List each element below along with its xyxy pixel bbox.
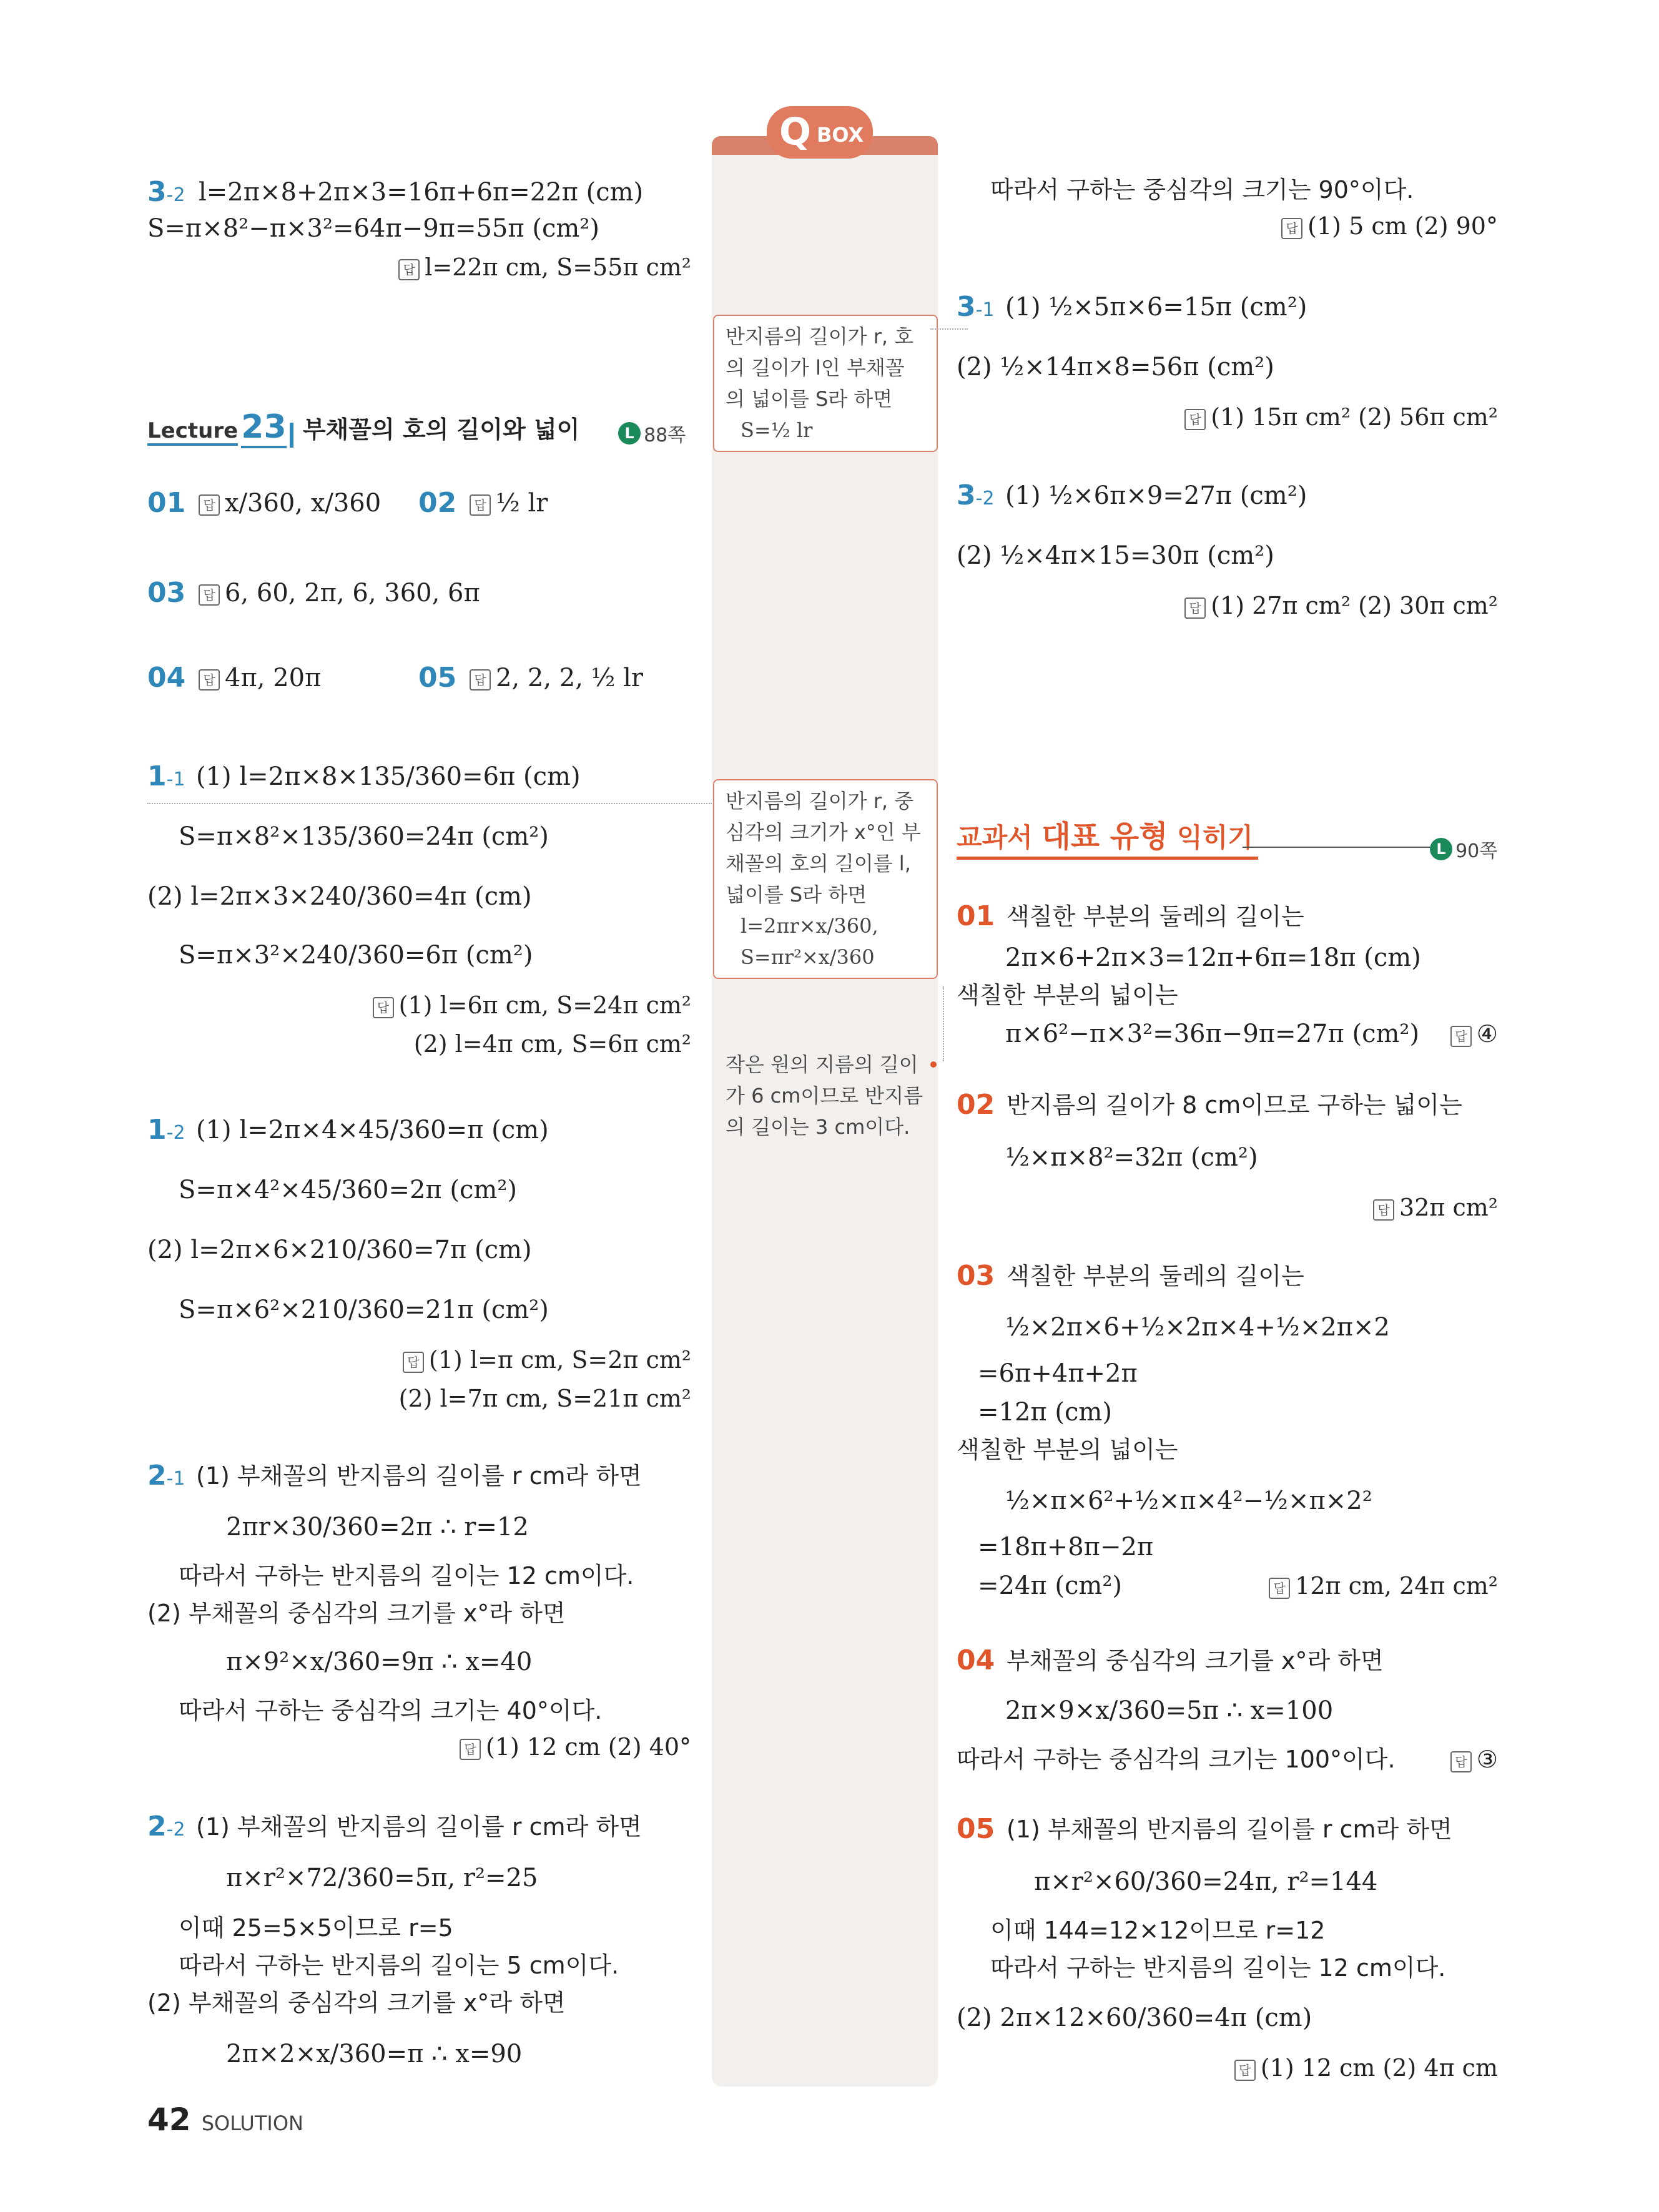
solution-line: 이때 144=12×12이므로 r=12 bbox=[990, 1917, 1326, 1944]
lecture-l-icon: L bbox=[618, 422, 641, 445]
answer-line: 답 12π cm, 24π cm² bbox=[1269, 1568, 1498, 1603]
solution-line: π×9²×x/360=9π ∴ x=40 bbox=[226, 1648, 533, 1676]
question-number-05: 05 bbox=[957, 1813, 995, 1845]
problem-number-2-1: 2-1 bbox=[147, 1460, 185, 1492]
solution-line: (2) l=2π×6×210/360=7π (cm) bbox=[147, 1236, 532, 1264]
answer-icon: 답 bbox=[470, 669, 491, 691]
solution-line: S=π×8²−π×3²=64π−9π=55π (cm²) bbox=[147, 214, 599, 243]
solution-line: (2) 2π×12×60/360=4π (cm) bbox=[957, 2003, 1312, 2032]
solution-line: 따라서 구하는 중심각의 크기는 100°이다. bbox=[957, 1746, 1396, 1773]
answer-line: 답 (1) l=π cm, S=2π cm² bbox=[403, 1342, 691, 1377]
section-title-b: 대표 유형 bbox=[1041, 819, 1168, 854]
solution-line: =18π+8π−2π bbox=[978, 1533, 1154, 1561]
answer-icon: 답 bbox=[1450, 1751, 1472, 1772]
lecture-word: Lecture bbox=[147, 418, 238, 446]
solution-line: (1) ½×5π×6=15π (cm²) bbox=[1005, 293, 1307, 322]
answer-icon: 답 bbox=[1184, 597, 1206, 619]
solution-line: 따라서 구하는 반지름의 길이는 12 cm이다. bbox=[990, 1954, 1446, 1982]
lecture-number: 23 bbox=[241, 408, 286, 448]
answer-icon: 답 bbox=[1184, 409, 1206, 430]
answer-line: 답 ½ lr bbox=[470, 486, 548, 521]
answer-icon: 답 bbox=[460, 1739, 481, 1760]
problem-number-3-2: 3-2 bbox=[957, 479, 995, 511]
question-number-02: 02 bbox=[418, 487, 457, 519]
solution-line: 따라서 구하는 중심각의 크기는 40°이다. bbox=[179, 1697, 603, 1724]
solution-line: S=π×4²×45/360=2π (cm²) bbox=[179, 1176, 517, 1204]
solution-line: (1) 부채꼴의 반지름의 길이를 r cm라 하면 bbox=[196, 1462, 642, 1490]
solution-line: l=2π×8+2π×3=16π+6π=22π (cm) bbox=[199, 178, 644, 207]
solution-line: 반지름의 길이가 8 cm이므로 구하는 넓이는 bbox=[1007, 1091, 1462, 1119]
answer-line: 답 2, 2, 2, ½ lr bbox=[470, 661, 643, 696]
answer-line: 답 l=22π cm, S=55π cm² bbox=[398, 250, 691, 285]
solution-line: (1) 부채꼴의 반지름의 길이를 r cm라 하면 bbox=[196, 1813, 642, 1841]
solution-line: (2) 부채꼴의 중심각의 크기를 x°라 하면 bbox=[147, 1600, 566, 1627]
answer-line: 답 x/360, x/360 bbox=[199, 486, 381, 521]
solution-line: 색칠한 부분의 넓이는 bbox=[957, 1436, 1178, 1463]
question-number-04: 04 bbox=[147, 662, 186, 694]
answer-line: 답 (1) 12 cm (2) 40° bbox=[460, 1729, 691, 1764]
solution-line: (2) 부채꼴의 중심각의 크기를 x°라 하면 bbox=[147, 1989, 566, 2017]
page-number: 42 bbox=[147, 2101, 191, 2138]
question-number-05: 05 bbox=[418, 662, 457, 694]
dotted-leader bbox=[930, 328, 968, 330]
solution-line: π×r²×60/360=24π, r²=144 bbox=[1034, 1867, 1378, 1896]
answer-line: 답 6, 60, 2π, 6, 360, 6π bbox=[199, 576, 480, 611]
qbox-badge bbox=[767, 106, 873, 159]
solution-line: π×6²−π×3²=36π−9π=27π (cm²) bbox=[1005, 1020, 1420, 1048]
answer-icon: 답 bbox=[470, 494, 491, 516]
problem-number-1-2: 1-2 bbox=[147, 1114, 185, 1146]
answer-line: 답 ④ bbox=[1450, 1016, 1498, 1051]
section-page-ref: L 90쪽 bbox=[1430, 835, 1497, 863]
answer-icon: 답 bbox=[199, 494, 220, 516]
answer-line: 답 4π, 20π bbox=[199, 661, 321, 696]
answer-icon: 답 bbox=[373, 997, 394, 1018]
qbox-q: Q bbox=[779, 110, 812, 154]
section-l-icon: L bbox=[1430, 838, 1452, 860]
solution-line: ½×2π×6+½×2π×4+½×2π×2 bbox=[1005, 1313, 1390, 1342]
answer-icon: 답 bbox=[1234, 2060, 1256, 2081]
answer-line: (2) l=4π cm, S=6π cm² bbox=[413, 1030, 691, 1058]
solution-line: (2) l=2π×3×240/360=4π (cm) bbox=[147, 882, 532, 911]
lecture-title: 부채꼴의 호의 길이와 넓이 bbox=[302, 416, 580, 443]
solution-line: 2πr×30/360=2π ∴ r=12 bbox=[226, 1513, 529, 1541]
question-number-03: 03 bbox=[147, 577, 186, 609]
question-number-02: 02 bbox=[957, 1089, 995, 1121]
answer-line: 답 (1) 27π cm² (2) 30π cm² bbox=[1184, 588, 1498, 623]
solution-line: 이때 25=5×5이므로 r=5 bbox=[179, 1914, 453, 1942]
solution-line: 색칠한 부분의 둘레의 길이는 bbox=[1007, 1262, 1304, 1290]
solution-line: 2π×6+2π×3=12π+6π=18π (cm) bbox=[1005, 943, 1421, 972]
answer-icon: 답 bbox=[1269, 1578, 1290, 1599]
solution-line: (1) 부채꼴의 반지름의 길이를 r cm라 하면 bbox=[1007, 1816, 1452, 1843]
solution-line: (1) l=2π×8×135/360=6π (cm) bbox=[196, 762, 581, 791]
section-rule bbox=[1243, 847, 1430, 848]
question-number-01: 01 bbox=[957, 900, 995, 932]
qbox-note-sector-formula: 반지름의 길이가 r, 중 심각의 크기가 x°인 부 채꼴의 호의 길이를 l, 넓이를 S라 하면 l=2πr×x/360, S=πr²×x/360 bbox=[713, 779, 938, 979]
answer-icon: 답 bbox=[403, 1352, 424, 1373]
answer-line: 답 ③ bbox=[1450, 1742, 1498, 1777]
qbox-note-small-circle: 작은 원의 지름의 길이 가 6 cm이므로 반지름 의 길이는 3 cm이다. bbox=[726, 1053, 923, 1139]
solution-line: 따라서 구하는 중심각의 크기는 90°이다. bbox=[990, 176, 1414, 204]
note-pointer-dot bbox=[930, 1061, 937, 1068]
answer-line: 답 (1) 15π cm² (2) 56π cm² bbox=[1184, 400, 1498, 435]
section-title-a: 교과서 bbox=[957, 822, 1033, 853]
qbox-label: BOX bbox=[817, 123, 864, 147]
question-number-04: 04 bbox=[957, 1644, 995, 1676]
page-footer bbox=[147, 2101, 303, 2138]
answer-icon: 답 bbox=[1373, 1199, 1394, 1221]
answer-icon: 답 bbox=[1281, 218, 1302, 239]
solution-line: =6π+4π+2π bbox=[978, 1359, 1138, 1388]
solution-line: S=π×6²×210/360=21π (cm²) bbox=[179, 1295, 549, 1324]
lecture-divider bbox=[290, 423, 293, 448]
question-number-03: 03 bbox=[957, 1260, 995, 1292]
answer-icon: 답 bbox=[199, 584, 220, 606]
solution-line: (2) ½×4π×15=30π (cm²) bbox=[957, 541, 1274, 570]
solution-line: ½×π×6²+½×π×4²−½×π×2² bbox=[1005, 1487, 1372, 1515]
qbox-note-area-formula: 반지름의 길이가 r, 호 의 길이가 l인 부채꼴 의 넓이를 S라 하면 S=½ lr bbox=[713, 315, 938, 452]
answer-icon: 답 bbox=[199, 669, 220, 691]
section-title-c: 익히기 bbox=[1177, 822, 1253, 853]
solution-line: S=π×8²×135/360=24π (cm²) bbox=[179, 822, 549, 851]
dotted-leader bbox=[147, 803, 712, 804]
solution-line: (1) ½×6π×9=27π (cm²) bbox=[1005, 481, 1307, 510]
solution-line: =24π (cm²) bbox=[978, 1571, 1122, 1600]
problem-number-3-1: 3-1 bbox=[957, 291, 995, 323]
answer-line: 답 (1) 12 cm (2) 4π cm bbox=[1234, 2050, 1498, 2085]
solution-line: 따라서 구하는 반지름의 길이는 5 cm이다. bbox=[179, 1952, 619, 1979]
answer-line: 답 (1) 5 cm (2) 90° bbox=[1281, 209, 1498, 243]
solution-line: =12π (cm) bbox=[978, 1398, 1112, 1427]
footer-label: SOLUTION bbox=[201, 2111, 303, 2135]
problem-number-1-1: 1-1 bbox=[147, 760, 185, 792]
solution-line: 따라서 구하는 반지름의 길이는 12 cm이다. bbox=[179, 1562, 634, 1590]
answer-line: (2) l=7π cm, S=21π cm² bbox=[398, 1385, 691, 1412]
solution-line: S=π×3²×240/360=6π (cm²) bbox=[179, 941, 533, 970]
lecture-header bbox=[147, 408, 579, 448]
dotted-leader bbox=[943, 986, 945, 1061]
solution-line: (2) ½×14π×8=56π (cm²) bbox=[957, 353, 1274, 381]
solution-line: π×r²×72/360=5π, r²=25 bbox=[226, 1864, 538, 1892]
solution-line: (1) l=2π×4×45/360=π (cm) bbox=[196, 1116, 549, 1144]
solution-line: ½×π×8²=32π (cm²) bbox=[1005, 1143, 1258, 1172]
answer-icon: 답 bbox=[398, 259, 420, 280]
solution-line: 색칠한 부분의 둘레의 길이는 bbox=[1007, 903, 1304, 930]
solution-line: 2π×2×x/360=π ∴ x=90 bbox=[226, 2040, 523, 2068]
solution-line: 부채꼴의 중심각의 크기를 x°라 하면 bbox=[1007, 1647, 1384, 1674]
solution-line: 색칠한 부분의 넓이는 bbox=[957, 981, 1178, 1009]
answer-icon: 답 bbox=[1450, 1026, 1472, 1047]
lecture-page-ref: L 88쪽 bbox=[618, 420, 686, 447]
problem-number-2-2: 2-2 bbox=[147, 1811, 185, 1842]
solution-line: 2π×9×x/360=5π ∴ x=100 bbox=[1005, 1696, 1334, 1725]
answer-line: 답 32π cm² bbox=[1373, 1190, 1498, 1225]
question-number-01: 01 bbox=[147, 487, 186, 519]
problem-number-3-2: 3-2 bbox=[147, 176, 185, 208]
section-header bbox=[957, 818, 1258, 860]
answer-line: 답 (1) l=6π cm, S=24π cm² bbox=[373, 988, 691, 1023]
